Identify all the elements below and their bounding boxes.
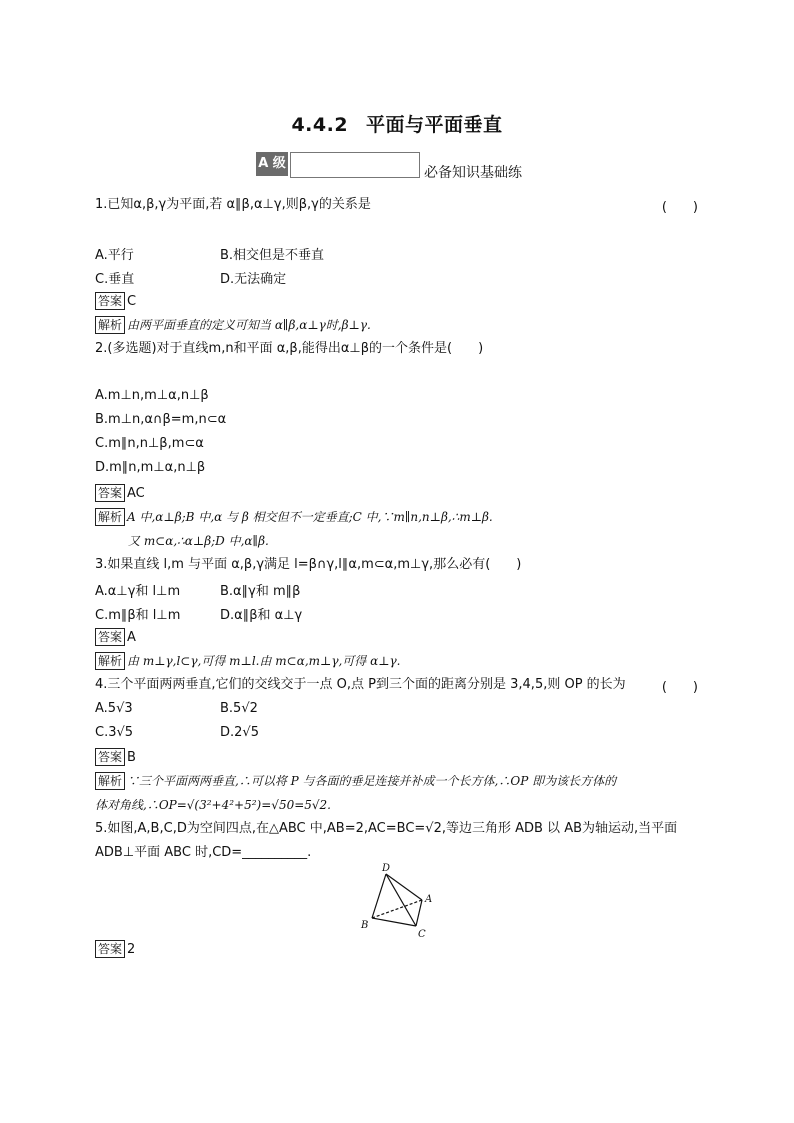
answer-tag: 答案 bbox=[95, 484, 125, 502]
label-c: C bbox=[418, 929, 426, 940]
q4-option-d: D.2√5 bbox=[220, 725, 259, 740]
analysis-tag: 解析 bbox=[95, 316, 125, 334]
analysis-tag: 解析 bbox=[95, 772, 125, 790]
q2-stem: 2.(多选题)对于直线m,n和平面 α,β,能得出α⊥β的一个条件是( ) bbox=[95, 341, 484, 356]
edge-bc bbox=[372, 918, 416, 926]
q2-answer-value: AC bbox=[127, 486, 145, 501]
q4-answer bbox=[95, 748, 136, 767]
q3-analysis-text: 由 m⊥γ,l⊂γ,可得 m⊥l.由 m⊂α,m⊥γ,可得 α⊥γ. bbox=[127, 654, 401, 668]
q4-analysis bbox=[95, 772, 616, 790]
q4-paren: ( ) bbox=[661, 680, 698, 695]
level-badge: A 级 bbox=[256, 152, 288, 176]
section-title: 平面与平面垂直 bbox=[366, 114, 503, 136]
q4-analysis-text-2: 体对角线,∴OP=√(3²+4²+5²)=√50=5√2. bbox=[95, 798, 331, 812]
q4-analysis-text-1: ∵三个平面两两垂直,∴可以将 P 与各面的垂足连接并补成一个长方体,∴OP 即为该长方体的 bbox=[127, 774, 617, 788]
q1-answer bbox=[95, 292, 136, 311]
q1-paren: ( ) bbox=[661, 200, 698, 215]
label-b: B bbox=[361, 920, 369, 931]
tetrahedron-figure bbox=[358, 860, 438, 942]
q3-option-c: C.m∥β和 l⊥m bbox=[95, 608, 181, 623]
q4-option-b: B.5√2 bbox=[220, 701, 258, 716]
q2-option-d: D.m∥n,m⊥α,n⊥β bbox=[95, 460, 206, 475]
answer-tag: 答案 bbox=[95, 940, 125, 958]
q3-option-a: A.α⊥γ和 l⊥m bbox=[95, 584, 181, 599]
q5-stem-1: 5.如图,A,B,C,D为空间四点,在△ABC 中,AB=2,AC=BC=√2,等边三角形 ADB 以 AB为轴运动,当平面 bbox=[95, 821, 678, 836]
q3-option-d: D.α∥β和 α⊥γ bbox=[220, 608, 303, 623]
answer-tag: 答案 bbox=[95, 292, 125, 310]
q4-option-a: A.5√3 bbox=[95, 701, 133, 716]
q1-stem: 1.已知α,β,γ为平面,若 α∥β,α⊥γ,则β,γ的关系是 bbox=[95, 197, 371, 212]
q1-answer-value: C bbox=[127, 294, 137, 309]
q4-stem: 4.三个平面两两垂直,它们的交线交于一点 O,点 P到三个面的距离分别是 3,4,5,则 OP 的长为 bbox=[95, 677, 626, 692]
q1-analysis-text: 由两平面垂直的定义可知当 α∥β,α⊥γ时,β⊥γ. bbox=[127, 318, 371, 332]
edge-ab-hidden bbox=[372, 900, 422, 918]
q1-analysis bbox=[95, 316, 371, 334]
q2-option-c: C.m∥n,n⊥β,m⊂α bbox=[95, 436, 204, 451]
level-name: 必备知识基础练 bbox=[424, 165, 522, 181]
q3-stem: 3.如果直线 l,m 与平面 α,β,γ满足 l=β∩γ,l∥α,m⊂α,m⊥γ,那么必有( ) bbox=[95, 557, 522, 572]
analysis-tag: 解析 bbox=[95, 508, 125, 526]
answer-tag: 答案 bbox=[95, 628, 125, 646]
q2-analysis bbox=[95, 508, 493, 526]
q2-answer bbox=[95, 484, 145, 503]
q2-analysis-text-2: 又 m⊂α,∴α⊥β;D 中,α∥β. bbox=[128, 534, 269, 548]
edge-dc bbox=[386, 874, 416, 926]
q1-option-b: B.相交但是不垂直 bbox=[220, 248, 325, 263]
q2-option-a: A.m⊥n,m⊥α,n⊥β bbox=[95, 388, 209, 403]
label-d: D bbox=[382, 863, 391, 874]
answer-tag: 答案 bbox=[95, 748, 125, 766]
q5-answer-value: 2 bbox=[127, 942, 136, 957]
level-blank-box bbox=[290, 152, 420, 178]
label-a: A bbox=[425, 894, 433, 905]
section-number: 4.4.2 bbox=[291, 114, 349, 136]
page-title bbox=[0, 110, 794, 137]
q3-answer bbox=[95, 628, 136, 647]
q5-stem-2: ADB⊥平面 ABC 时,CD=__________. bbox=[95, 845, 312, 860]
q2-analysis-text-1: A 中,α⊥β;B 中,α 与 β 相交但不一定垂直;C 中,∵m∥n,n⊥β,∴m⊥β. bbox=[127, 510, 493, 524]
analysis-tag: 解析 bbox=[95, 652, 125, 670]
q1-option-a: A.平行 bbox=[95, 248, 134, 263]
q2-option-b: B.m⊥n,α∩β=m,n⊂α bbox=[95, 412, 227, 427]
q1-option-d: D.无法确定 bbox=[220, 272, 287, 287]
q1-option-c: C.垂直 bbox=[95, 272, 135, 287]
edge-db bbox=[372, 874, 386, 918]
q3-answer-value: A bbox=[127, 630, 136, 645]
edge-ac bbox=[416, 900, 422, 926]
q3-option-b: B.α∥γ和 m∥β bbox=[220, 584, 301, 599]
edge-da bbox=[386, 874, 422, 900]
q4-option-c: C.3√5 bbox=[95, 725, 134, 740]
q3-analysis bbox=[95, 652, 401, 670]
q4-answer-value: B bbox=[127, 750, 136, 765]
q5-answer bbox=[95, 940, 135, 959]
